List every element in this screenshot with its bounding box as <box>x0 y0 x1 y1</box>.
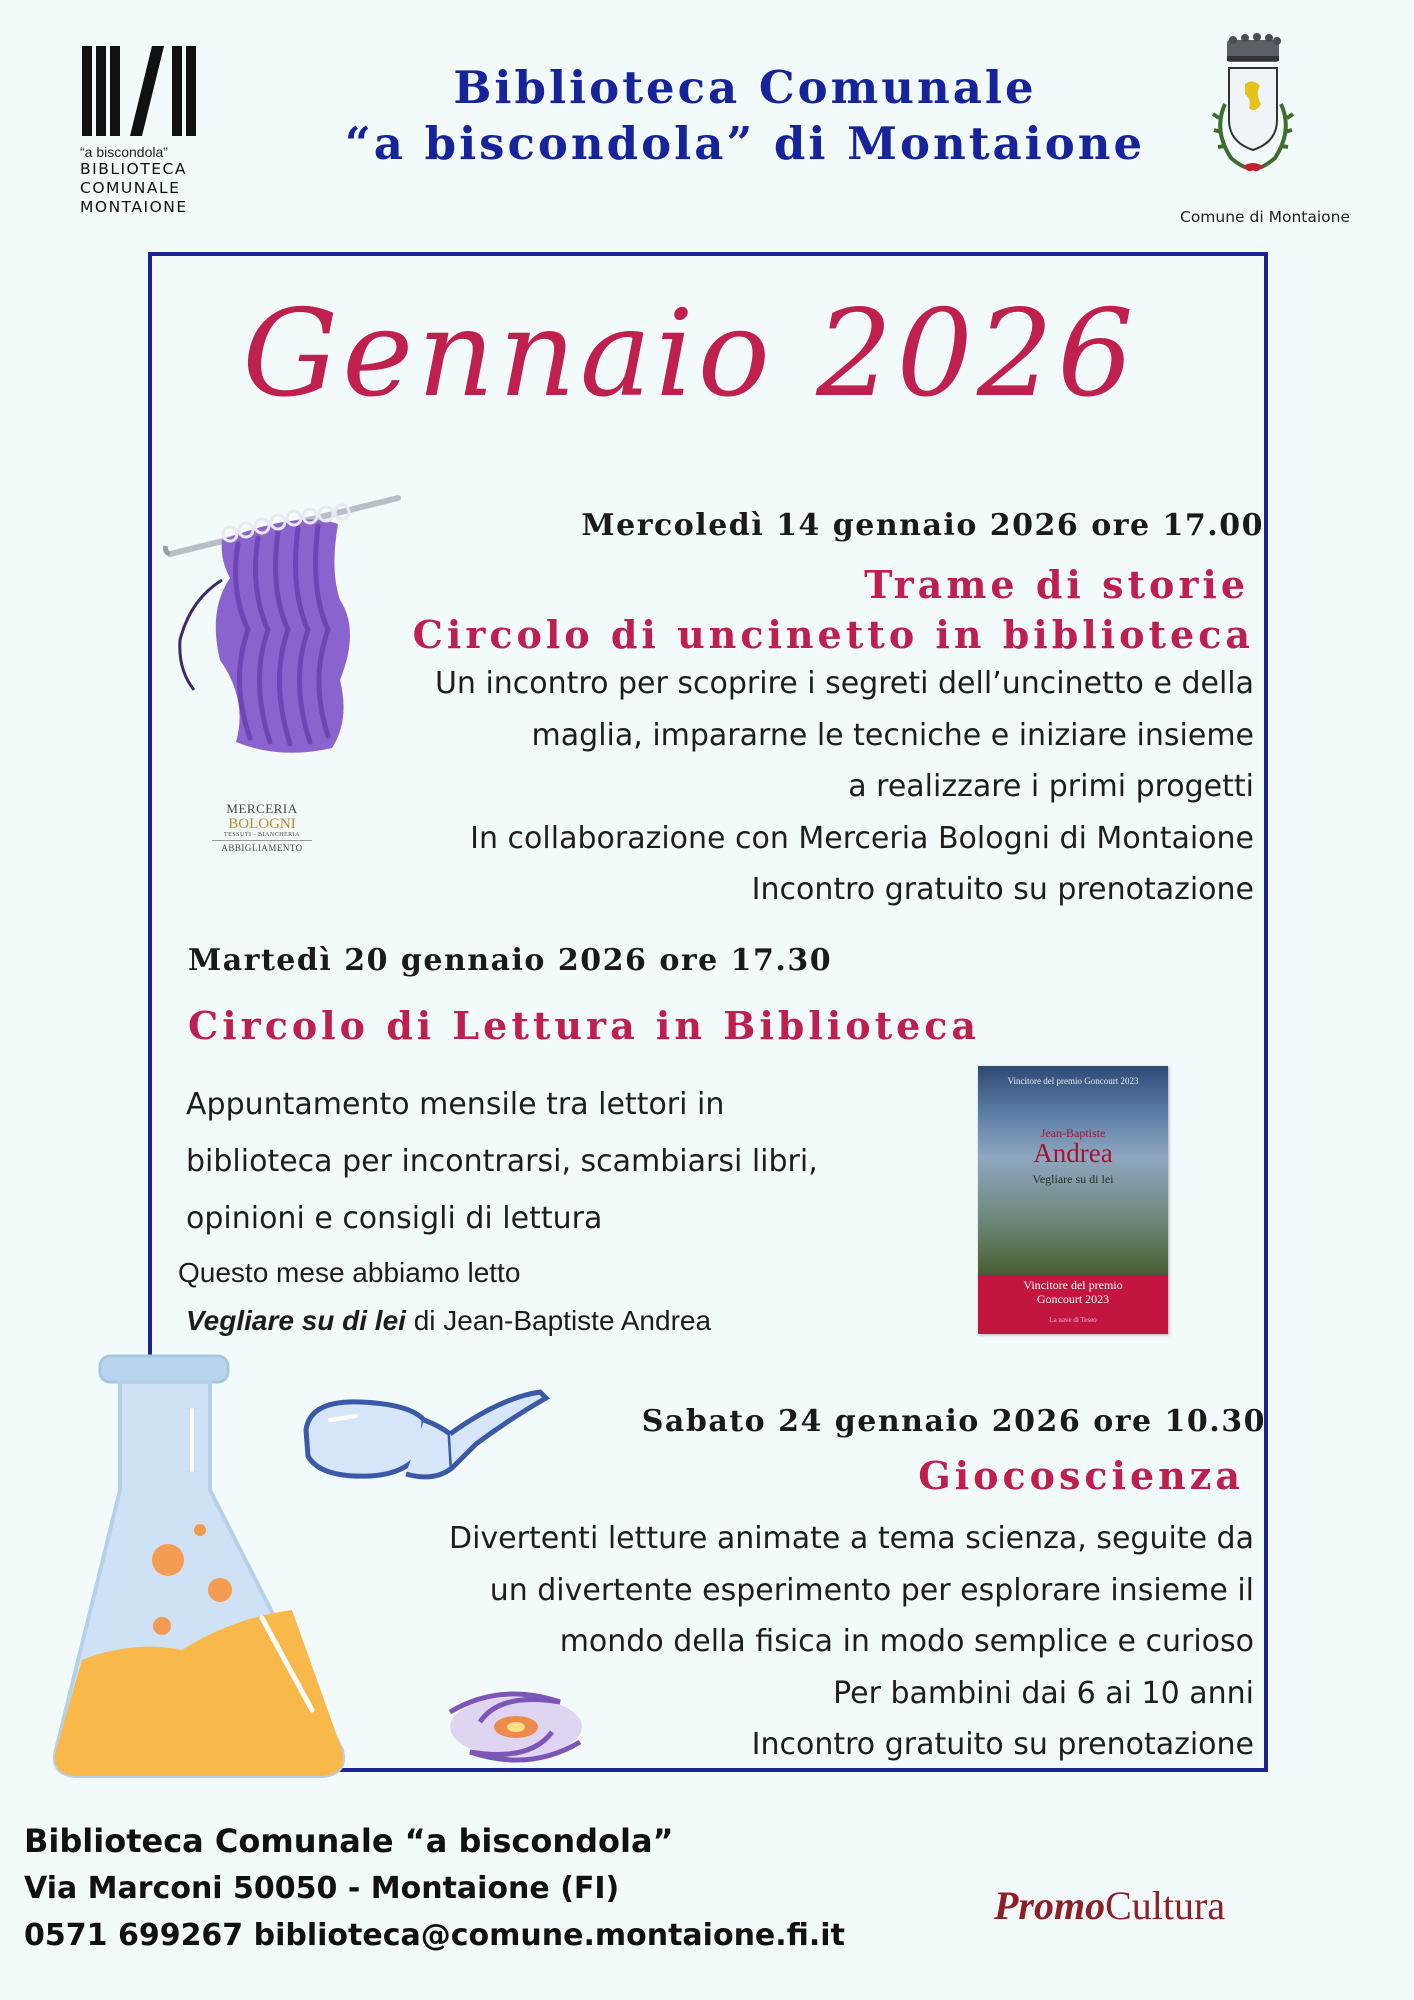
book-cover-title: Vegliare su di lei <box>1032 1172 1114 1186</box>
footer-library-name: Biblioteca Comunale “a biscondola” <box>24 1822 674 1860</box>
library-logo-quote: “a biscondola” <box>80 144 168 160</box>
library-bars-logo-icon <box>80 44 204 138</box>
event-3-body-line: Incontro gratuito su prenotazione <box>751 1727 1254 1762</box>
goggles-icon <box>300 1390 550 1500</box>
library-logo-line3: MONTAIONE <box>80 198 188 216</box>
event-2-description <box>186 1076 966 1247</box>
event-1-body-line: Un incontro per scoprire i segreti dell’uncinetto e della <box>434 666 1254 701</box>
merceria-logo-line1: MERCERIA <box>226 801 298 816</box>
book-cover-award-line2: Goncourt 2023 <box>1036 1292 1110 1306</box>
book-cover-author-first: Jean-Baptiste <box>1040 1126 1106 1140</box>
footer-address: Via Marconi 50050 - Montaione (FI) <box>24 1871 620 1906</box>
library-logo-line2: COMUNALE <box>80 179 181 197</box>
month-title: Gennaio 2026 <box>242 285 1138 424</box>
event-2-title: Circolo di Lettura in Biblioteca <box>188 1003 981 1048</box>
promo-logo-part1: Promo <box>994 1883 1106 1928</box>
event-3-body-line: Per bambini dai 6 ai 10 anni <box>833 1675 1254 1711</box>
reading-book <box>186 1305 711 1337</box>
merceria-logo-line4: ABBIGLIAMENTO <box>221 843 303 853</box>
book-cover-award <box>978 1278 1168 1306</box>
event-2-date: Martedì 20 gennaio 2026 ore 17.30 <box>188 943 833 978</box>
merceria-logo-line3: TESSUTI - BIANCHERIA <box>212 832 312 841</box>
event-3-body-line: Divertenti letture animate a tema scienza, seguite da <box>448 1521 1254 1556</box>
header-title-line2: “a biscondola” di Montaione <box>344 117 1146 170</box>
book-title: Vegliare su di lei <box>186 1305 406 1336</box>
crest-caption: Comune di Montaione <box>1180 208 1350 226</box>
book-author: di Jean-Baptiste Andrea <box>405 1305 712 1336</box>
event-1-date: Mercoledì 14 gennaio 2026 ore 17.00 <box>581 508 1264 543</box>
footer-phone-email[interactable]: 0571 699267 biblioteca@comune.montaione.fi.it <box>24 1918 845 1953</box>
event-2-body-line: Appuntamento mensile tra lettori in <box>186 1087 725 1122</box>
footer-contacts <box>24 1818 845 1959</box>
event-3-body-line: un divertente esperimento per esplorare insieme il <box>489 1572 1254 1608</box>
event-2-body-line: biblioteca per incontrarsi, scambiarsi libri, <box>186 1144 818 1179</box>
library-logo-line1: BIBLIOTECA <box>80 160 187 178</box>
event-3-description <box>354 1513 1254 1771</box>
event-3-body-line: mondo della fisica in modo semplice e curioso <box>559 1624 1254 1659</box>
reading-intro: Questo mese abbiamo letto <box>178 1257 521 1288</box>
event-1-title-line2: Circolo di uncinetto in biblioteca <box>412 612 1254 657</box>
book-cover-author-last: Andrea <box>1033 1138 1113 1168</box>
event-3-title: Giocoscienza <box>918 1453 1244 1498</box>
merceria-logo-line2: BOLOGNI <box>228 816 296 832</box>
promocultura-logo <box>994 1882 1225 1929</box>
book-cover-top-line: Vincitore del premio Goncourt 2023 <box>1007 1076 1139 1086</box>
library-logo <box>80 44 220 217</box>
book-cover <box>978 1066 1168 1334</box>
book-cover-award-line1: Vincitore del premio <box>1023 1278 1123 1292</box>
town-crest-icon <box>1205 34 1300 184</box>
event-1-body-line: maglia, impararne le tecniche e iniziare insieme <box>531 717 1254 753</box>
event-1-title-line1: Trame di storie <box>864 562 1249 607</box>
promo-logo-part2: Cultura <box>1105 1883 1226 1928</box>
event-1-description <box>354 658 1254 916</box>
header-title-line1: Biblioteca Comunale <box>453 61 1037 114</box>
event-3-date: Sabato 24 gennaio 2026 ore 10.30 <box>641 1404 1266 1439</box>
event-2-body-line: opinioni e consigli di lettura <box>186 1201 603 1236</box>
event-1-body-line: Incontro gratuito su prenotazione <box>751 872 1254 907</box>
event-1-body-line: a realizzare i primi progetti <box>848 769 1254 804</box>
merceria-bologni-logo <box>212 801 312 853</box>
book-cover-publisher: La nave di Teseo <box>1049 1316 1097 1324</box>
event-1-body-line: In collaborazione con Merceria Bologni di Montaione <box>470 820 1254 856</box>
header-title <box>330 60 1160 172</box>
